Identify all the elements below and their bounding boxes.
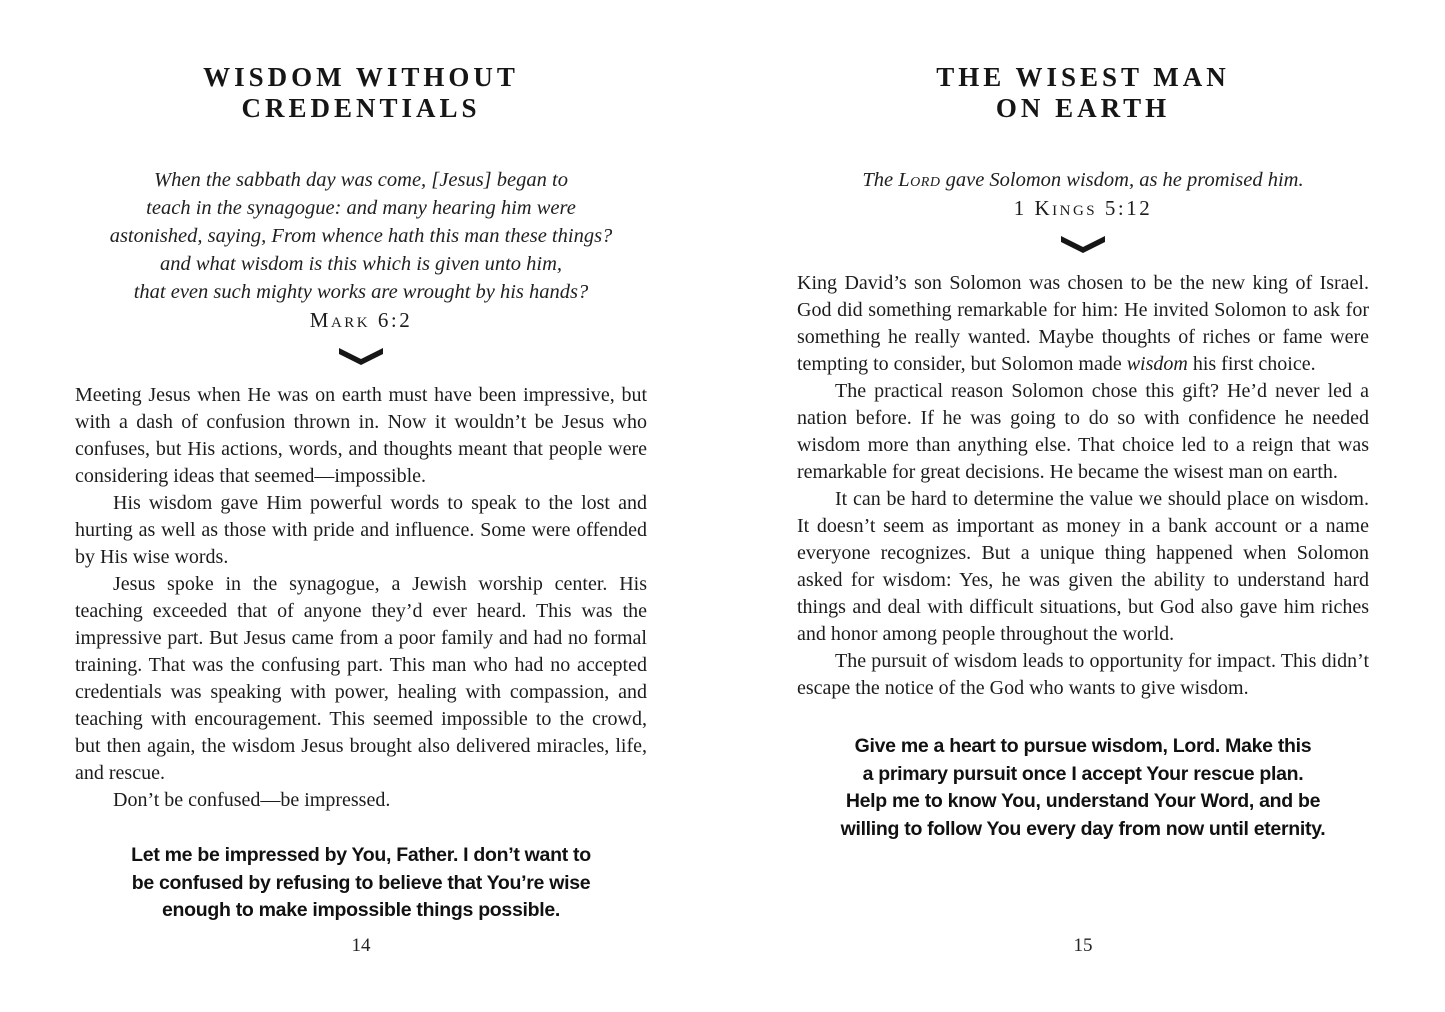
body-paragraph: The practical reason Solomon chose this gift? He’d never led a nation before. If he was going to do so with confidence he needed wisdom more than anything else. That choice led to a reign that was remarkable for great decisions. He became the wisest man on earth. <box>797 380 1369 483</box>
page-left-content <box>75 62 647 925</box>
chapter-title <box>75 62 647 124</box>
scripture-reference: Mark 6:2 <box>309 308 413 332</box>
prayer-line: be confused by refusing to believe that You’re wise <box>131 871 591 894</box>
body-text <box>75 382 647 814</box>
chevron-down-icon <box>797 235 1369 254</box>
body-paragraph: Jesus spoke in the synagogue, a Jewish worship center. His teaching exceeded that of anyone they’d ever heard. This was the impressive part. But Jesus came from a poor family and had no formal training. That was the confusing part. This man who had no accepted credentials was speaking with power, healing with compassion, and teaching with encouragement. This seemed impossible to the crowd, but then again, the wisdom Jesus brought also delivered miracles, life, and rescue. <box>75 573 647 784</box>
page-right <box>722 0 1444 1012</box>
chapter-title-line: ON EARTH <box>995 93 1171 123</box>
epigraph-line: and what wisdom is this which is given unto him, <box>159 253 563 275</box>
body-paragraph: Meeting Jesus when He was on earth must have been impressive, but with a dash of confusion thrown in. Now it wouldn’t be Jesus who confuses, but His actions, words, and thoughts meant that people were considering ideas that seemed—impossible. <box>75 384 647 487</box>
prayer-line: Give me a heart to pursue wisdom, Lord. Make this <box>854 735 1312 757</box>
prayer-line: a primary pursuit once I accept Your rescue plan. <box>862 762 1304 785</box>
prayer-line: Let me be impressed by You, Father. I don’t want to <box>131 844 591 866</box>
prayer-text <box>75 842 647 925</box>
page-number: 15 <box>1073 935 1093 956</box>
chapter-title <box>797 62 1369 124</box>
prayer-line: enough to make impossible things possible. <box>161 899 561 921</box>
page-right-content <box>797 62 1369 843</box>
epigraph-segment: The <box>862 169 899 191</box>
page-number: 14 <box>351 935 371 956</box>
body-paragraph: His wisdom gave Him powerful words to speak to the lost and hurting as well as those with pride and influence. Some were offended by His wise words. <box>75 492 647 568</box>
body-paragraph: Don’t be confused—be impressed. <box>113 789 391 811</box>
chapter-title-line: CREDENTIALS <box>241 93 481 123</box>
scripture-epigraph <box>75 166 647 306</box>
epigraph-line: teach in the synagogue: and many hearing him were <box>146 197 576 219</box>
epigraph-lord-smallcaps: Lord <box>898 169 941 191</box>
epigraph-line: When the sabbath day was come, [Jesus] began to <box>154 169 568 191</box>
paragraph-segment: his first choice. <box>1187 353 1316 375</box>
chapter-title-line: THE WISEST MAN <box>936 62 1230 92</box>
page-left <box>0 0 722 1012</box>
prayer-line: Help me to know You, understand Your Word, and be <box>845 790 1321 812</box>
epigraph-segment: gave Solomon wisdom, as he promised him. <box>940 169 1304 191</box>
scripture-reference: 1 Kings 5:12 <box>1013 196 1153 220</box>
epigraph-line: that even such mighty works are wrought by his hands? <box>133 281 589 303</box>
paragraph-emphasis: wisdom <box>1126 353 1188 375</box>
chapter-title-line: WISDOM WITHOUT <box>203 62 519 92</box>
prayer-line: willing to follow You every day from now until eternity. <box>840 817 1326 840</box>
chevron-down-icon <box>75 347 647 366</box>
body-text <box>797 270 1369 702</box>
body-paragraph: The pursuit of wisdom leads to opportunity for impact. This didn’t escape the notice of the God who wants to give wisdom. <box>797 650 1369 699</box>
prayer-text <box>797 733 1369 843</box>
scripture-epigraph <box>797 166 1369 194</box>
epigraph-line <box>797 166 1369 194</box>
body-paragraph <box>797 270 1369 378</box>
paragraph-segment: King David’s son Solomon was chosen to be the new king of Israel. God did something remarkable for him: He invited Solomon to ask for something he really wanted. Maybe thoughts of riches or fame were tempting to consider, but Solomon made <box>797 272 1369 375</box>
epigraph-line: astonished, saying, From whence hath this man these things? <box>109 225 613 247</box>
body-paragraph: It can be hard to determine the value we should place on wisdom. It doesn’t seem as important as money in a bank account or a name everyone recognizes. But a unique thing happened when Solomon asked for wisdom: Yes, he was given the ability to understand hard things and deal with difficult situations, but God also gave him riches and honor among people throughout the world. <box>797 488 1369 645</box>
